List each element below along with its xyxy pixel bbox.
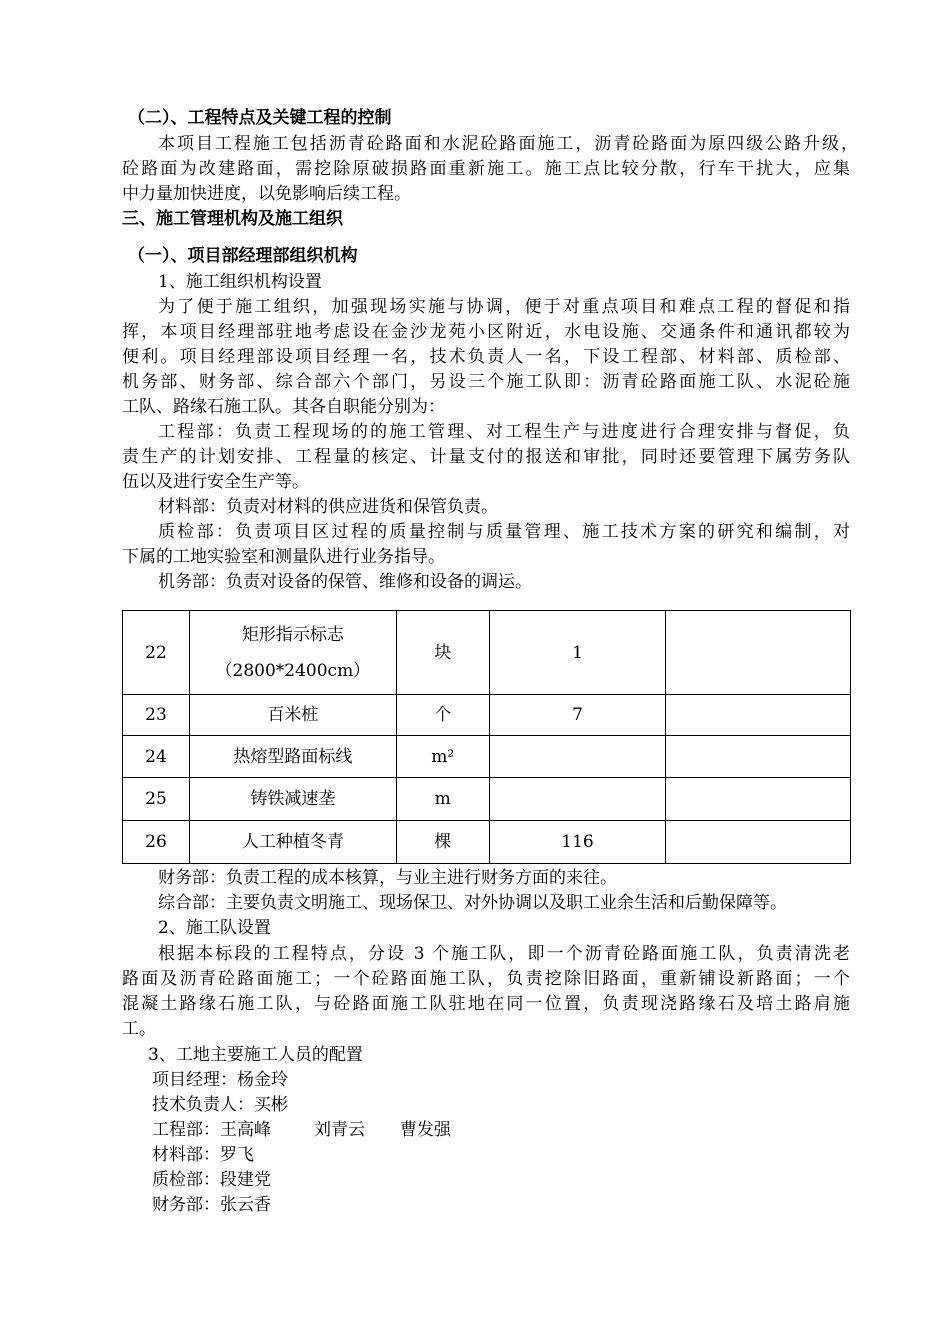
unit: 棵 [396, 821, 489, 864]
staff-finance: 财务部：张云香 [152, 1195, 271, 1215]
unit: m [396, 778, 489, 821]
quantity: 7 [489, 695, 666, 736]
item-1-line-2: 挥，本项目经理部驻地考虑设在金沙龙苑小区附近，水电设施、交通条件和通讯都较为 [122, 322, 850, 342]
note [666, 821, 851, 864]
row-number: 24 [123, 736, 190, 778]
quantity [489, 778, 666, 821]
row-number: 25 [123, 778, 190, 821]
row-number: 22 [123, 611, 190, 695]
quantity: 1 [489, 611, 666, 695]
staff-manager: 项目经理：杨金玲 [152, 1070, 288, 1090]
note [666, 695, 851, 736]
item-2-line-2: 路面及沥青砼路面施工；一个砼路面施工队，负责挖除旧路面，重新铺设新路面；一个 [122, 969, 850, 989]
item-2-title: 2、施工队设置 [158, 918, 271, 938]
staff-engineering: 工程部：王高峰 [152, 1120, 271, 1140]
materials-table [122, 610, 851, 864]
item-name [189, 611, 396, 695]
section-2-line-1: 本项目工程施工包括沥青砼路面和水泥砼路面施工，沥青砼路面为原四级公路升级， [158, 134, 858, 154]
table-row [123, 695, 851, 736]
unit: 个 [396, 695, 489, 736]
note [666, 611, 851, 695]
item-2-line-3: 混凝土路缘石施工队，与砼路面施工队驻地在同一位置，负责现浇路缘石及培土路肩施 [122, 994, 850, 1014]
dept-quality-line-1: 质检部：负责项目区过程的质量控制与质量管理、施工技术方案的研究和编制，对 [158, 522, 850, 542]
table-row [123, 821, 851, 864]
item-2-line-1: 根据本标段的工程特点，分设 3 个施工队，即一个沥青砼路面施工队，负责清洗老 [158, 944, 850, 964]
item-name: 铸铁减速垄 [189, 778, 396, 821]
table-row [123, 778, 851, 821]
section-2-line-3: 中力量加快进度，以免影响后续工程。 [122, 184, 411, 204]
chapter-3-heading: 三、施工管理机构及施工组织 [122, 209, 343, 229]
row-number: 26 [123, 821, 190, 864]
section-1-heading: （一）、项目部经理部组织机构 [128, 246, 358, 266]
item-1-line-3: 便利。项目经理部设项目经理一名，技术负责人一名，下设工程部、材料部、质检部、 [122, 347, 850, 367]
section-2-line-2: 砼路面为改建路面，需挖除原破损路面重新施工。施工点比较分散，行车干扰大，应集 [122, 159, 850, 179]
dept-engineering-line-2: 责生产的计划安排、工程量的核定、计量支付的报送和审批，同时还要管理下属劳务队 [122, 447, 850, 467]
dept-engineering-line-3: 伍以及进行安全生产等。 [122, 472, 309, 492]
item-name: 热熔型路面标线 [189, 736, 396, 778]
note [666, 778, 851, 821]
table-row [123, 611, 851, 695]
unit: m² [396, 736, 489, 778]
dept-quality-line-2: 下属的工地实验室和测量队进行业务指导。 [122, 547, 445, 567]
unit: 块 [396, 611, 489, 695]
section-2-heading: （二）、工程特点及关键工程的控制 [128, 108, 392, 128]
item-name: 百米桩 [189, 695, 396, 736]
dept-general: 综合部：主要负责文明施工、现场保卫、对外协调以及职工业余生活和后勤保障等。 [158, 893, 787, 913]
quantity: 116 [489, 821, 666, 864]
item-name-line-2: （2800*2400cm） [215, 660, 371, 681]
staff-tech: 技术负责人：买彬 [152, 1095, 288, 1115]
table-row [123, 736, 851, 778]
quantity [489, 736, 666, 778]
dept-finance: 财务部：负责工程的成本核算，与业主进行财务方面的来往。 [158, 868, 617, 888]
dept-material: 材料部：负责对材料的供应进货和保管负责。 [158, 497, 498, 517]
item-name-line-1: 矩形指示标志 [241, 624, 344, 645]
item-name: 人工种植冬青 [189, 821, 396, 864]
note [666, 736, 851, 778]
dept-machinery: 机务部：负责对设备的保管、维修和设备的调运。 [158, 572, 532, 592]
staff-material: 材料部：罗飞 [152, 1145, 254, 1165]
item-1-line-5: 工队、路缘石施工队。其各自职能分别为： [122, 397, 445, 417]
row-number: 23 [123, 695, 190, 736]
item-1-line-4: 机务部、财务部、综合部六个部门，另设三个施工队即：沥青砼路面施工队、水泥砼施 [122, 372, 850, 392]
dept-engineering-line-1: 工程部：负责工程现场的的施工管理、对工程生产与进度进行合理安排与督促，负 [158, 422, 850, 442]
staff-engineering-3: 曹发强 [400, 1120, 451, 1140]
staff-engineering-2: 刘青云 [314, 1120, 365, 1140]
item-1-line-1: 为了便于施工组织，加强现场实施与协调，便于对重点项目和难点工程的督促和指 [158, 297, 850, 317]
staff-quality: 质检部：段建党 [152, 1170, 271, 1190]
item-1-title: 1、施工组织机构设置 [158, 272, 322, 292]
item-2-line-4: 工。 [122, 1019, 156, 1039]
item-3-title: 3、工地主要施工人员的配置 [148, 1045, 363, 1065]
